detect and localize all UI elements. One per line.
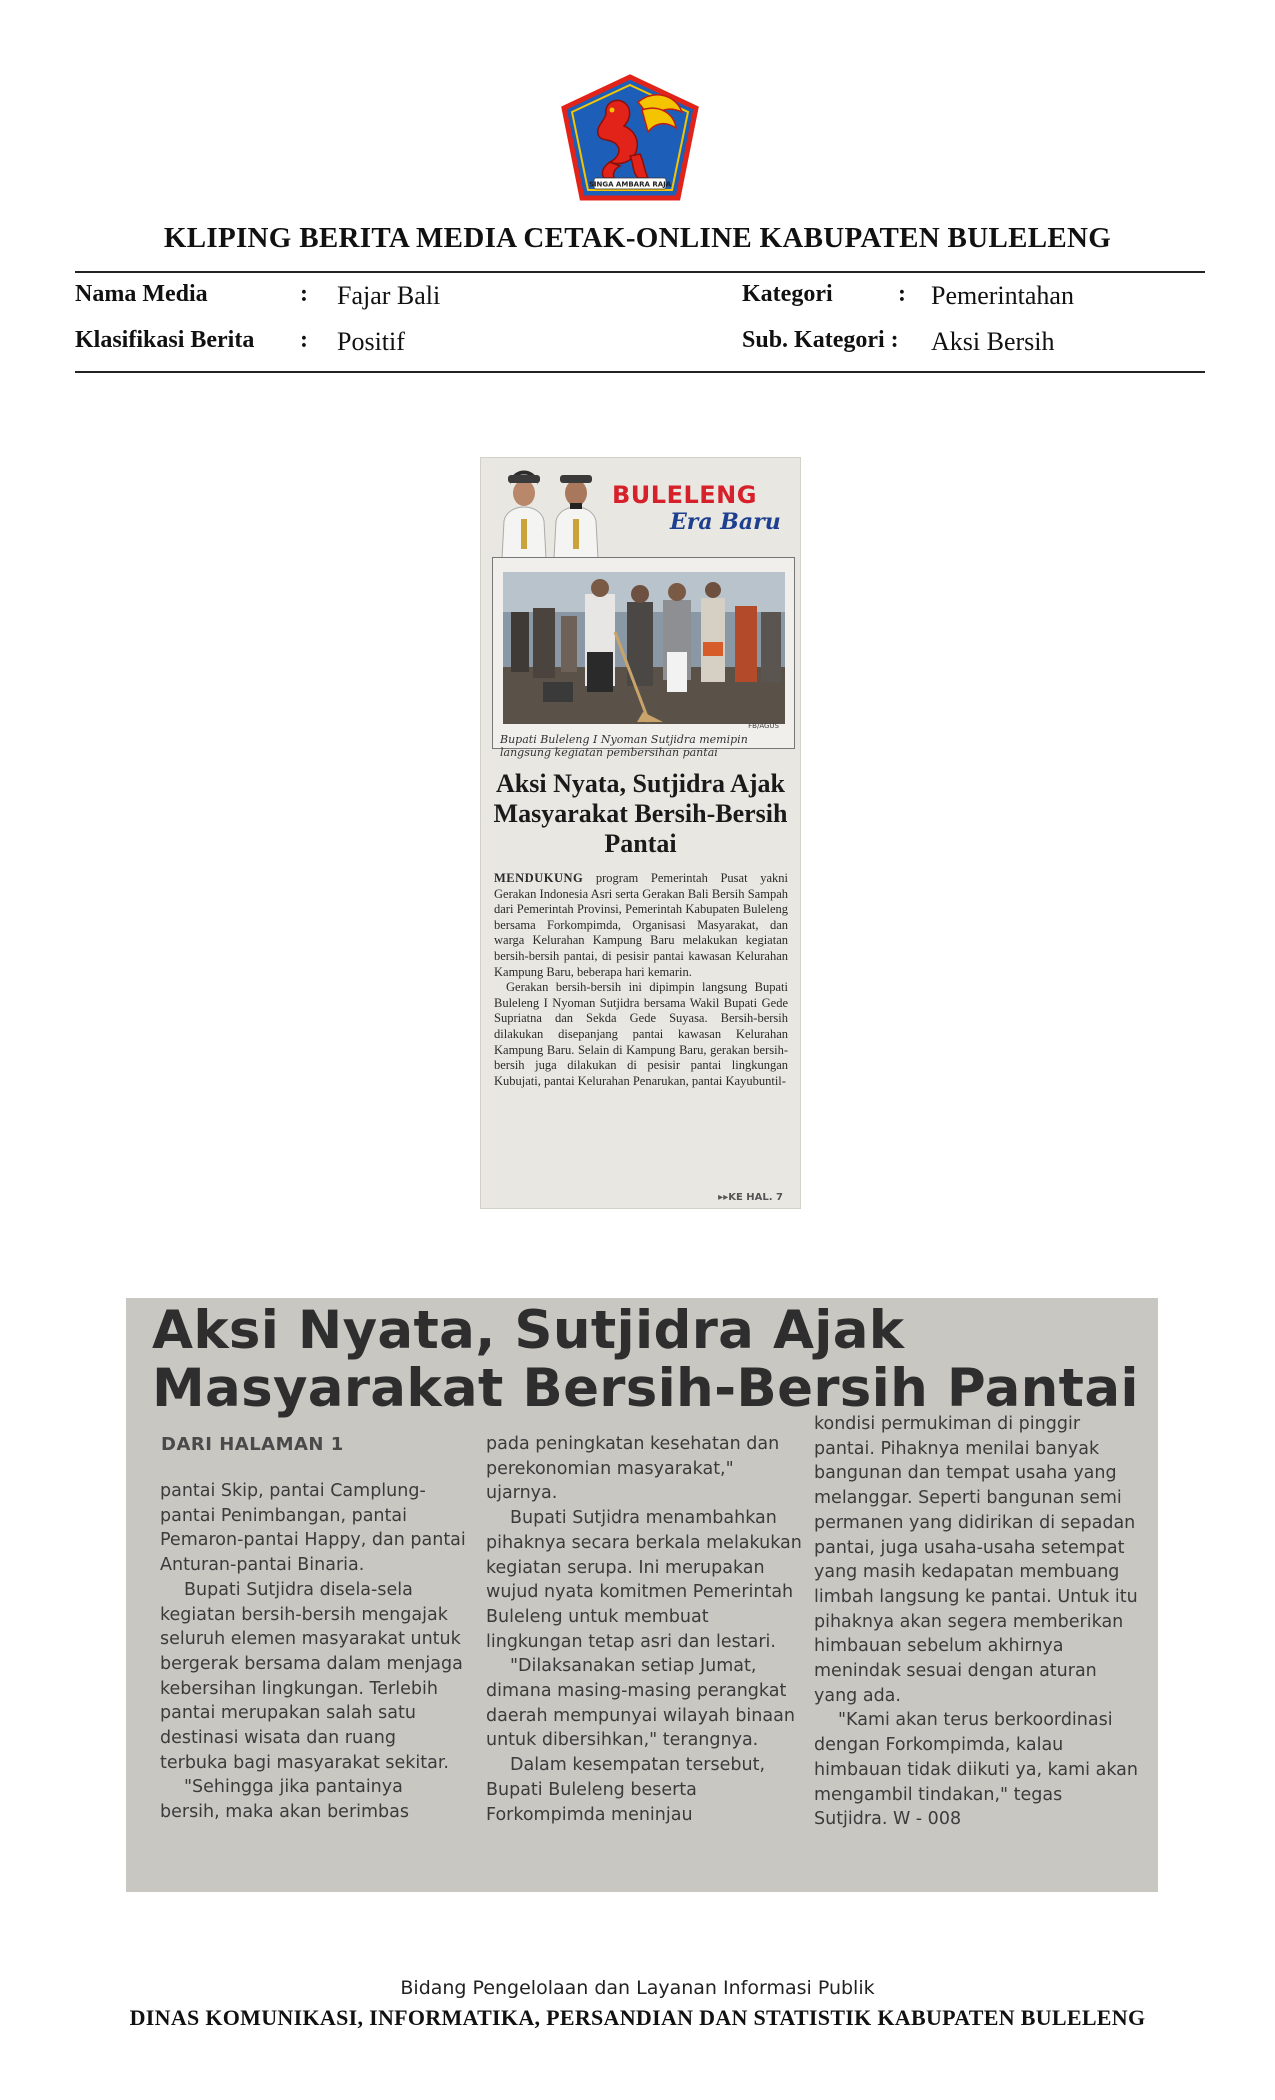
col1-paragraph-1: pantai Skip, pantai Camplung-pantai Penimbangan, pantai Pemaron-pantai Happy, dan pantai Anturan-pantai Binaria.: [160, 1481, 466, 1576]
header-rule-top: [75, 271, 1205, 273]
from-page-label: DARI HALAMAN 1: [161, 1434, 344, 1455]
photo-frame: [492, 557, 795, 749]
rubric-header: [480, 457, 801, 561]
continued-headline-line2: Masyarakat Bersih-Bersih Pantai: [152, 1358, 1139, 1419]
col2-paragraph-2: Bupati Sutjidra menambahkan pihaknya secara berkala melakukan kegiatan serupa. Ini merupakan wujud nyata komitmen Pemerintah Buleleng untuk membuat lingkungan tetap asri dan lestari.: [486, 1508, 802, 1652]
continued-headline-line1: Aksi Nyata, Sutjidra Ajak: [152, 1300, 905, 1361]
header-rule-bottom: [75, 371, 1205, 373]
front-page-clipping: [480, 457, 801, 1209]
continued-page-clipping: [126, 1298, 1158, 1892]
official-portrait-left: [498, 463, 550, 559]
media-label: Nama Media: [75, 281, 208, 307]
media-colon: :: [300, 281, 308, 307]
media-value: Fajar Bali: [337, 281, 441, 310]
lead-word: MENDUKUNG: [494, 871, 584, 885]
beach-cleanup-photo: [503, 572, 785, 724]
rubric-title: BULELENG: [612, 481, 757, 509]
col3-paragraph-2: "Kami akan terus berkoordinasi dengan Forkompimda, kalau himbauan tidak diikuti ya, kami akan mengambil tindakan," tegas Sutjidra. W - 008: [814, 1710, 1138, 1830]
kategori-colon: :: [898, 281, 906, 307]
photo-credit: FB/AGUS: [748, 722, 779, 730]
photo-caption: Bupati Buleleng I Nyoman Sutjidra memipin langsung kegiatan pembersihan pantai: [500, 733, 748, 759]
official-portrait-right: [550, 463, 602, 559]
article-column-1: [160, 1479, 466, 1825]
article-column-3: [814, 1412, 1140, 1832]
col3-paragraph-1: kondisi permukiman di pinggir pantai. Pihaknya menilai banyak bangunan dan tempat usaha yang melanggar. Seperti bangunan semi permanen yang didirikan di sepadan pantai, juga usaha-usaha setempat yang masih kedapatan membuang limbah langsung ke pantai. Untuk itu pihaknya akan segera memberikan himbauan sebelum akhirnya menindak sesuai dengan aturan yang ada.: [814, 1414, 1138, 1706]
subkategori-label: Sub. Kategori :: [742, 327, 899, 353]
continued-headline: [152, 1302, 1152, 1418]
article-column-2: [486, 1432, 802, 1827]
klasifikasi-value: Positif: [337, 327, 405, 356]
subkategori-value: Aksi Bersih: [931, 327, 1055, 356]
kategori-label: Kategori: [742, 281, 833, 307]
emblem-caption: SINGA AMBARA RAJA: [588, 180, 672, 189]
regency-emblem-icon: [560, 74, 700, 202]
col2-paragraph-3: "Dilaksanakan setiap Jumat, dimana masing-masing perangkat daerah mempunyai wilayah binaan untuk dibersihkan," terangnya.: [486, 1656, 795, 1751]
col1-paragraph-3: "Sehingga jika pantainya bersih, maka akan berimbas: [160, 1777, 410, 1823]
klasifikasi-colon: :: [300, 327, 308, 353]
continued-text: KE HAL. 7: [728, 1192, 783, 1203]
front-headline: Aksi Nyata, Sutjidra Ajak Masyarakat Bersih-Bersih Pantai: [493, 769, 788, 858]
paragraph-2: Gerakan bersih-bersih ini dipimpin langsung Bupati Buleleng I Nyoman Sutjidra bersama Wakil Bupati Gede Supriatna dan Sekda Gede Suyasa. Bersih-bersih dilakukan disepanjang pantai kawasan Kelurahan Kampung Baru. Selain di Kampung Baru, gerakan bersih-bersih juga dilakukan di pesisir pantai lingkungan Kubujati, pantai Kelurahan Penarukan, pantai Kayubuntil-: [494, 980, 788, 1088]
col2-paragraph-4: Dalam kesempatan tersebut, Bupati Buleleng beserta Forkompimda meninjau: [486, 1755, 766, 1825]
paragraph-1: program Pemerintah Pusat yakni Gerakan Indonesia Asri serta Gerakan Bali Bersih Sampah dari Pemerintah Provinsi, Pemerintah Kabupaten Buleleng bersama Forkompimda, Organisasi Masyarakat, dan warga Kelurahan Kampung Baru melakukan kegiatan bersih-bersih pantai, di pesisir pantai kawasan Kelurahan Kampung Baru, beberapa hari kemarin.: [494, 871, 788, 979]
rubric-subtitle: Era Baru: [670, 509, 781, 535]
continued-marker: ▸▸KE HAL. 7: [718, 1192, 783, 1203]
front-body: [494, 871, 788, 1089]
footer-division: Bidang Pengelolaan dan Layanan Informasi Publik: [400, 1977, 875, 1999]
footer-agency: DINAS KOMUNIKASI, INFORMATIKA, PERSANDIAN DAN STATISTIK KABUPATEN BULELENG: [129, 2005, 1146, 2030]
document-title: KLIPING BERITA MEDIA CETAK-ONLINE KABUPATEN BULELENG: [163, 222, 1112, 254]
col2-paragraph-1: pada peningkatan kesehatan dan perekonomian masyarakat," ujarnya.: [486, 1434, 780, 1504]
kategori-value: Pemerintahan: [931, 281, 1074, 310]
klasifikasi-label: Klasifikasi Berita: [75, 327, 255, 353]
col1-paragraph-2: Bupati Sutjidra disela-sela kegiatan bersih-bersih mengajak seluruh elemen masyarakat untuk bergerak bersama dalam menjaga kebersihan lingkungan. Terlebih pantai merupakan salah satu destinasi wisata dan ruang terbuka bagi masyarakat sekitar.: [160, 1579, 463, 1773]
